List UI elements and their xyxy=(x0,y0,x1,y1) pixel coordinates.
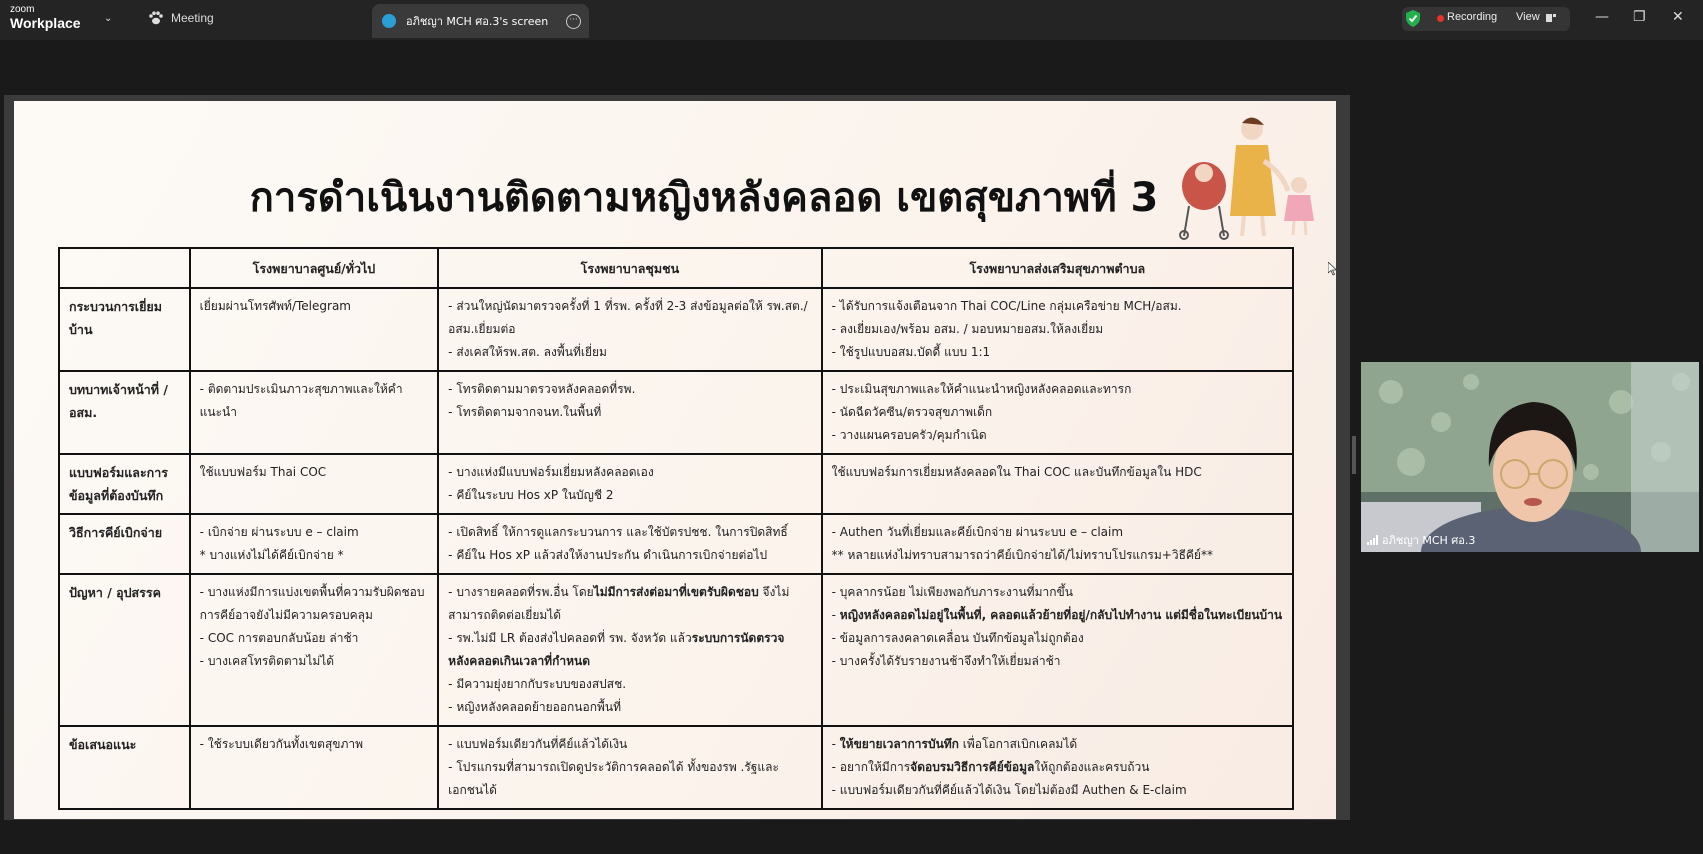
table-row xyxy=(59,371,1293,454)
table-cell: - เปิดสิทธิ์ ให้การดูแลกระบวนการ และใช้บัตรปชช. ในการปิดสิทธิ์ - คีย์ใน Hos xP แล้วส่งให้งานประกัน ดำเนินการเบิกจ่ายต่อไป xyxy=(438,514,821,574)
table-cell: - ได้รับการแจ้งเตือนจาก Thai COC/Line กลุ่มเครือข่าย MCH/อสม. - ลงเยี่ยมเอง/พร้อม อสม. / มอบหมายอสม.ให้ลงเยี่ยม - ใช้รูปแบบอสม.บัดดี้ แบบ 1:1 xyxy=(822,288,1293,371)
logo-line-1: zoom xyxy=(10,4,35,15)
table-cell: - บางแห่งมีแบบฟอร์มเยี่ยมหลังคลอดเอง - คีย์ในระบบ Hos xP ในบัญชี 2 xyxy=(438,454,821,514)
column-header-blank xyxy=(59,248,190,288)
paw-icon xyxy=(148,11,163,25)
postpartum-followup-table xyxy=(58,247,1294,810)
tab-meeting[interactable] xyxy=(148,11,214,25)
user-avatar-icon xyxy=(382,14,396,28)
chevron-down-icon[interactable]: ⌄ xyxy=(104,13,113,24)
table-cell: - แบบฟอร์มเดียวกันที่คีย์แล้วได้เงิน - โปรแกรมที่สามารถเปิดดูประวัติการคลอดได้ ทั้งของรพ .รัฐและเอกชนได้ xyxy=(438,726,821,809)
more-options-icon[interactable]: ··· xyxy=(566,14,581,29)
row-label-claims: วิธีการคีย์เบิกจ่าย xyxy=(59,514,190,574)
table-cell: - บางรายคลอดที่รพ.อื่น โดยไม่มีการส่งต่อมาที่เขตรับผิดชอบ จึงไม่สามารถติดต่อเยี่ยมได้ - รพ.ไม่มี LR ต้องส่งไปคลอดที่ รพ. จังหวัด แล้วระบบการนัดตรวจหลังคลอดเกินเวลาที่กำหนด - มีความยุ่งยากกับระบบของสปสช. - หญิงหลังคลอดย้ายออกนอกพื้นที่ xyxy=(438,574,821,726)
tab-shared-screen[interactable] xyxy=(372,4,589,38)
table-cell: - ติดตามประเมินภาวะสุขภาพและให้คำแนะนำ xyxy=(190,371,439,454)
row-label-forms: แบบฟอร์มและการข้อมูลที่ต้องบันทึก xyxy=(59,454,190,514)
tab-meeting-label: Meeting xyxy=(171,11,214,25)
row-label-problems: ปัญหา / อุปสรรค xyxy=(59,574,190,726)
column-header-general-hospital: โรงพยาบาลศูนย์/ทั่วไป xyxy=(190,248,439,288)
table-cell: - ใช้ระบบเดียวกันทั้งเขตสุขภาพ xyxy=(190,726,439,809)
table-cell: เยี่ยมผ่านโทรศัพท์/Telegram xyxy=(190,288,439,371)
table-cell: - Authen วันที่เยี่ยมและคีย์เบิกจ่าย ผ่านระบบ e – claim ** หลายแห่งไม่ทราบสามารถว่าคีย์เบิกจ่ายได้/ไม่ทราบโปรแกรม+วิธีคีย์** xyxy=(822,514,1293,574)
column-header-community-hospital: โรงพยาบาลชุมชน xyxy=(438,248,821,288)
table-cell: ใช้แบบฟอร์มการเยี่ยมหลังคลอดใน Thai COC และบันทึกข้อมูลใน HDC xyxy=(822,454,1293,514)
title-bar xyxy=(0,0,1703,40)
table-cell: ใช้แบบฟอร์ม Thai COC xyxy=(190,454,439,514)
column-header-health-promoting-hospital: โรงพยาบาลส่งเสริมสุขภาพตำบล xyxy=(822,248,1293,288)
tab-shared-screen-label: อภิชญา MCH ศอ.3's screen xyxy=(406,15,549,28)
table-header-row xyxy=(59,248,1293,288)
mother-children-illustration xyxy=(1164,111,1334,241)
table-row xyxy=(59,288,1293,371)
restore-icon[interactable]: ❐ xyxy=(1633,9,1646,25)
table-cell: - ส่วนใหญ่นัดมาตรวจครั้งที่ 1 ที่รพ. ครั้งที่ 2-3 ส่งข้อมูลต่อให้ รพ.สต./อสม.เยี่ยมต่อ - ส่งเคสให้รพ.สต. ลงพื้นที่เยี่ยม xyxy=(438,288,821,371)
row-label-home-visit: กระบวนการเยี่ยมบ้าน xyxy=(59,288,190,371)
recording-dot-icon xyxy=(1437,15,1444,22)
table-cell: - เบิกจ่าย ผ่านระบบ e – claim * บางแห่งไม่ได้คีย์เบิกจ่าย * xyxy=(190,514,439,574)
close-icon[interactable]: ✕ xyxy=(1672,9,1684,25)
signal-strength-icon xyxy=(1367,535,1378,545)
slide-title: การดำเนินงานติดตามหญิงหลังคลอด เขตสุขภาพที่ 3 xyxy=(249,175,1159,221)
logo-line-2: Workplace xyxy=(10,15,81,31)
mouse-cursor-icon xyxy=(1328,262,1338,276)
table-row xyxy=(59,726,1293,809)
table-cell: - บุคลากรน้อย ไม่เพียงพอกับภาระงานที่มากขึ้น - หญิงหลังคลอดไม่อยู่ในพื้นที่, คลอดแล้วย้ายที่อยู่/กลับไปทำงาน แต่มีชื่อในทะเบียนบ้าน - ข้อมูลการลงคลาดเคลื่อน บันทึกข้อมูลไม่ถูกต้อง - บางครั้งได้รับรายงานช้าจึงทำให้เยี่ยมล่าช้า xyxy=(822,574,1293,726)
table-row xyxy=(59,514,1293,574)
security-shield-icon[interactable] xyxy=(1406,10,1420,27)
row-label-suggestions: ข้อเสนอแนะ xyxy=(59,726,190,809)
presentation-slide xyxy=(14,101,1336,819)
minimize-icon[interactable]: — xyxy=(1595,9,1609,25)
table-cell: - ให้ขยายเวลาการบันทึก เพื่อโอกาสเบิกเคลมได้ - อยากให้มีการจัดอบรมวิธีการคีย์ข้อมูลให้ถูกต้องและครบถ้วน - แบบฟอร์มเดียวกันที่คีย์แล้วได้เงิน โดยไม่ต้องมี Authen & E-claim xyxy=(822,726,1293,809)
zoom-workplace-logo xyxy=(10,5,81,30)
table-cell: - โทรติดตามมาตรวจหลังคลอดที่รพ. - โทรติดตามจากจนท.ในพื้นที่ xyxy=(438,371,821,454)
participant-name: อภิชญา MCH ศอ.3 xyxy=(1382,534,1476,547)
splitter-handle[interactable] xyxy=(1352,436,1356,474)
table-row xyxy=(59,454,1293,514)
participant-video-tile[interactable] xyxy=(1361,362,1699,552)
recording-label[interactable]: Recording xyxy=(1447,11,1498,23)
table-cell: - ประเมินสุขภาพและให้คำแนะนำหญิงหลังคลอดและทารก - นัดฉีดวัคซีน/ตรวจสุขภาพเด็ก - วางแผนครอบครัว/คุมกำเนิด xyxy=(822,371,1293,454)
table-row xyxy=(59,574,1293,726)
participant-name-tag xyxy=(1367,531,1475,549)
view-layout-icon[interactable] xyxy=(1546,13,1556,23)
table-cell: - บางแห่งมีการแบ่งเขตพื้นที่ความรับผิดชอบการคีย์อาจยังไม่มีความครอบคลุม - COC การตอบกลับน้อย ล่าช้า - บางเคสโทรติดตามไม่ได้ xyxy=(190,574,439,726)
row-label-staff-role: บทบาทเจ้าหน้าที่ / อสม. xyxy=(59,371,190,454)
participant-video-frame xyxy=(1361,362,1699,552)
view-button[interactable]: View xyxy=(1516,11,1540,23)
